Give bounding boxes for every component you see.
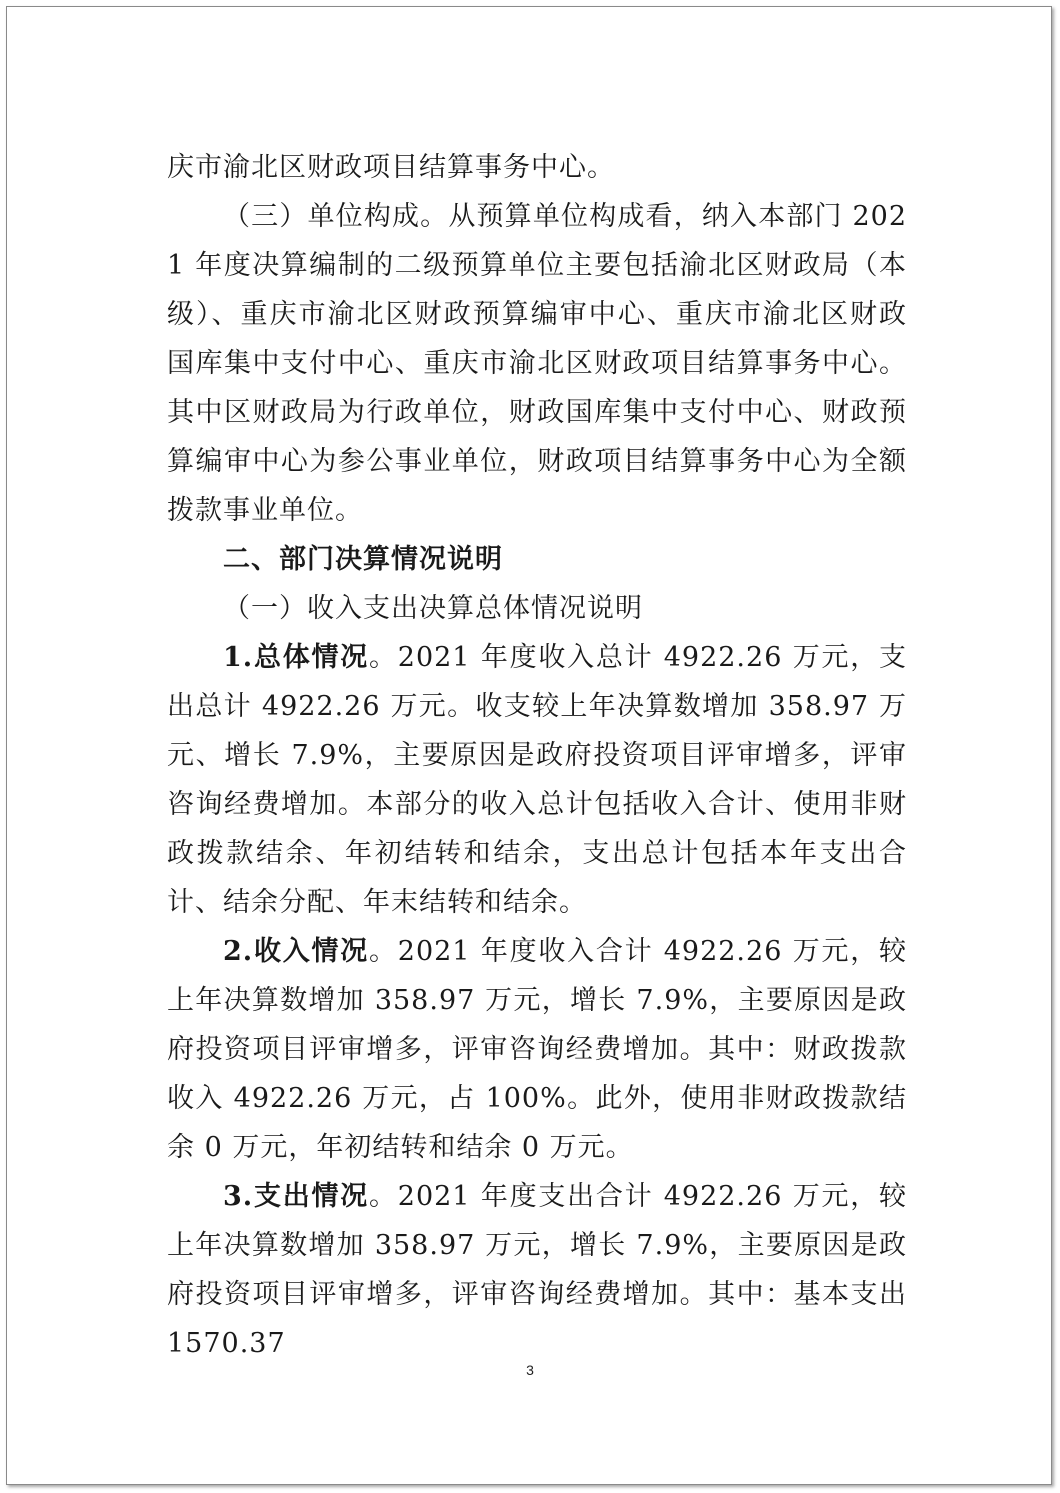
paragraph-overall	[167, 633, 907, 927]
subsection-heading: （一）收入支出决算总体情况说明	[223, 593, 643, 624]
paragraph-continuation: 庆市渝北区财政项目结算事务中心。	[167, 152, 615, 183]
page-content	[167, 143, 907, 1368]
paragraph-unit-composition: （三）单位构成。从预算单位构成看，纳入本部门 2021 年度决算编制的二级预算单位主要包括渝北区财政局（本级）、重庆市渝北区财政预算编审中心、重庆市渝北区财政国库集中支付中心、重庆市渝北区财政项目结算事务中心。其中区财政局为行政单位，财政国库集中支付中心、财政预算编审中心为参公事业单位，财政项目结算事务中心为全额拨款事业单位。	[167, 201, 907, 526]
paragraph-expenditure-body: 。2021 年度支出合计 4922.26 万元，较上年决算数增加 358.97 万元，增长 7.9%，主要原因是政府投资项目评审增多，评审咨询经费增加。其中：基本支出 1570.37	[167, 1181, 907, 1359]
paragraph-overall-lead: 1.总体情况	[223, 642, 369, 673]
paragraph-income-lead: 2.收入情况	[223, 936, 369, 967]
paragraph-overall-body: 。2021 年度收入总计 4922.26 万元，支出总计 4922.26 万元。收支较上年决算数增加 358.97 万元、增长 7.9%，主要原因是政府投资项目评审增多，评审咨询经费增加。本部分的收入总计包括收入合计、使用非财政拨款结余、年初结转和结余，支出总计包括本年支出合计、结余分配、年末结转和结余。	[167, 642, 907, 918]
page-number: 3	[526, 1362, 534, 1378]
paragraph-income	[167, 927, 907, 1172]
document-page	[6, 6, 1052, 1485]
paragraph-expenditure-lead: 3.支出情况	[223, 1181, 369, 1212]
paragraph-expenditure	[167, 1172, 907, 1368]
paragraph-income-body: 。2021 年度收入合计 4922.26 万元，较上年决算数增加 358.97 万元，增长 7.9%，主要原因是政府投资项目评审增多，评审咨询经费增加。其中：财政拨款收入 4922.26 万元，占 100%。此外，使用非财政拨款结余 0 万元，年初结转和结余 0 万元。	[167, 936, 907, 1163]
section-heading: 二、部门决算情况说明	[223, 544, 503, 575]
